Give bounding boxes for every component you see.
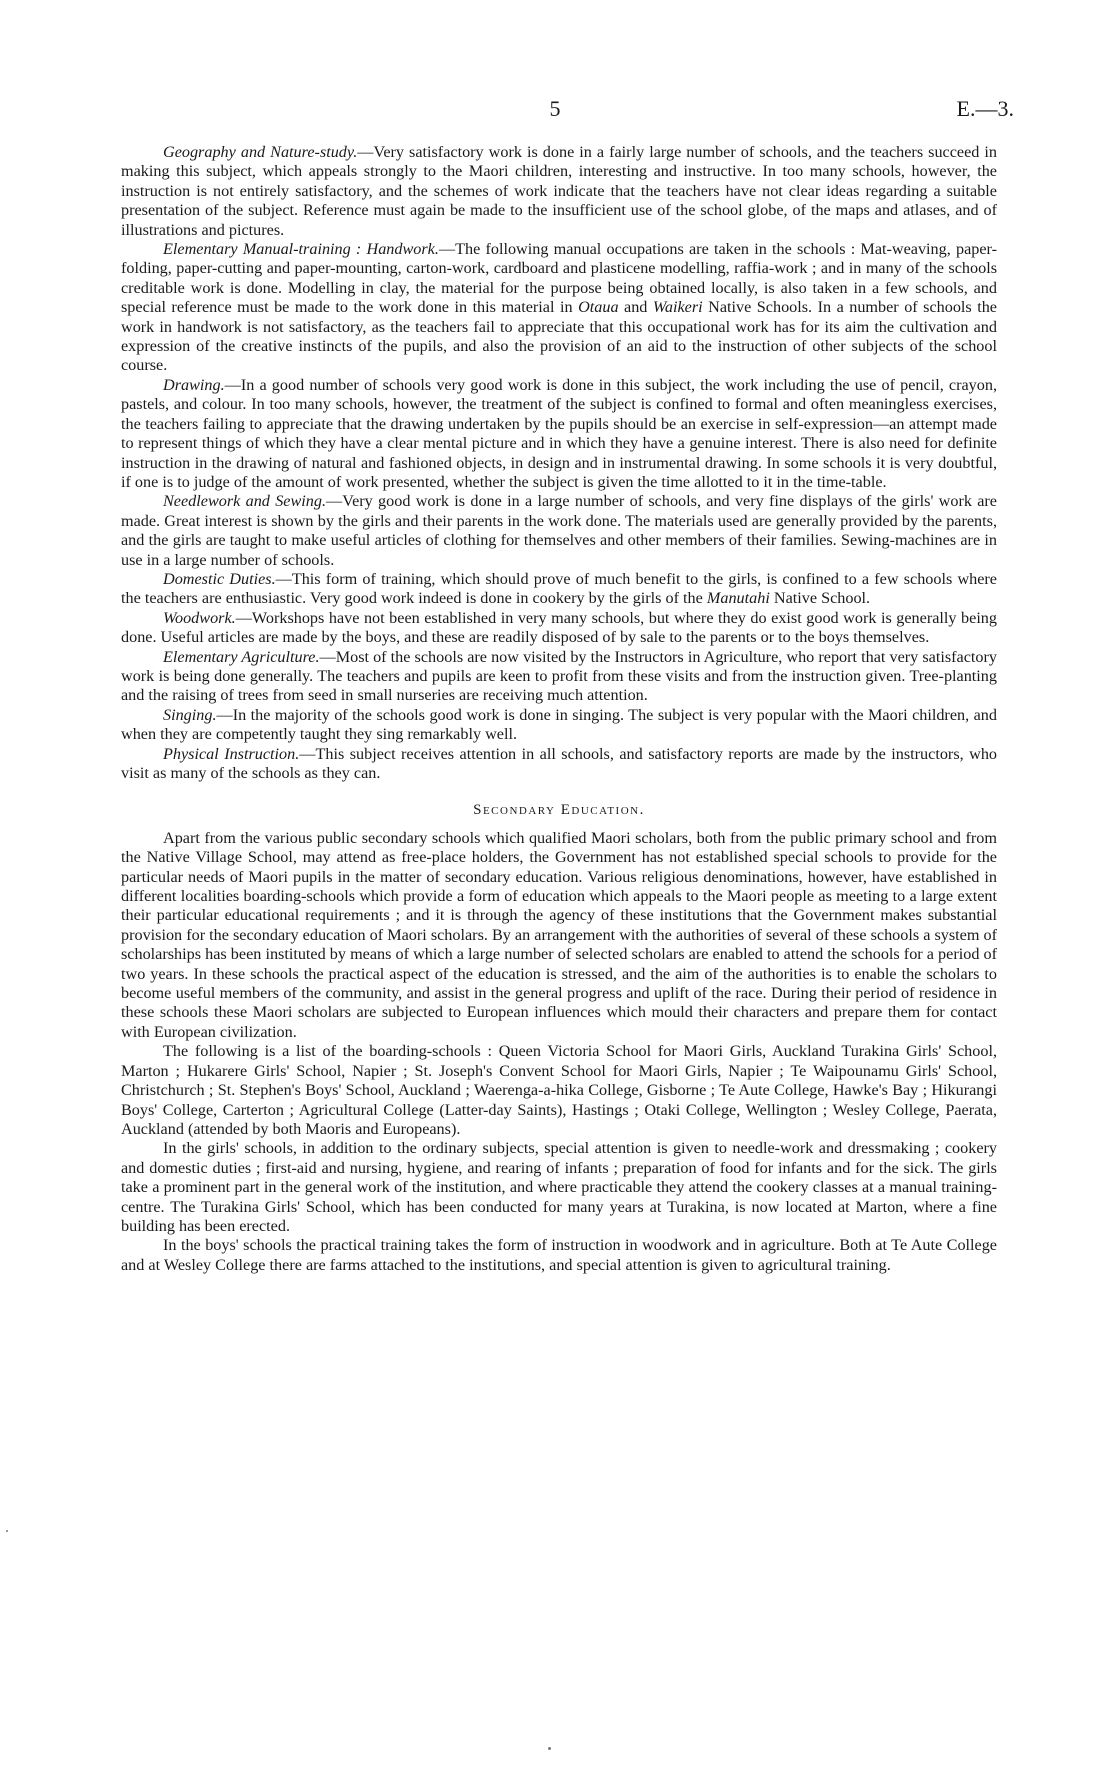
paragraph (121, 1139, 997, 1236)
scan-artifact-dot (548, 1747, 551, 1750)
paragraph-text: —Very good work is done in a large number of schools, and very fine displays of the girls' work are made. Great interest is shown by the girls and their parents in the work done. The materials used are generally provided by the parents, and the girls are taught to make useful articles of clothing for themselves and other members of their families. Sewing-machines are in use in a large number of schools. (121, 492, 997, 569)
paragraph (121, 240, 997, 376)
paragraph-heading: Elementary Manual-training : Handwork. (163, 240, 439, 259)
secondary-education-section (121, 829, 997, 1275)
paragraph-heading: Needlework and Sewing. (163, 492, 326, 511)
paragraph-heading: Domestic Duties. (163, 569, 276, 588)
paragraph-text: In the girls' schools, in addition to the ordinary subjects, special attention is given to needle-work and dressmaking ; cookery and domestic duties ; first-aid and nursing, hygiene, and rearing of infants ; preparation of food for infants and for the sick. The girls take a prominent part in the general work of the institution, and where practicable they attend the cookery classes at a manual training-centre. The Turakina Girls' School, which has been conducted for many years at Turakina, is now located at Marton, where a fine building has been erected. (121, 1139, 997, 1235)
paragraph-text: —In the majority of the schools good work is done in singing. The subject is very popular with the Maori children, and when they are competently taught they sing remarkably well. (121, 705, 997, 744)
section-heading-secondary-education: Secondary Education. (473, 802, 645, 819)
paragraph-text: —Most of the schools are now visited by the Instructors in Agriculture, who report that very satisfactory work is being done generally. The teachers and pupils are keen to profit from these visits and from the instruction given. Tree-planting and the raising of trees from seed in small nurseries are receiving much attention. (121, 647, 997, 705)
paragraph-heading: Woodwork. (163, 608, 236, 627)
paragraph-text: —The following manual occupations are taken in the schools : Mat-weaving, paper-folding, paper-cutting and paper-mounting, carton-work, cardboard and plasticene modelling, raffia-work ; and in many of the schools creditable work is done. Modelling in clay, the material for the purpose being obtained locally, is also taken in a few schools, and special reference must be made to the work done in this material in (121, 240, 998, 317)
paragraph-text: —In a good number of schools very good work is done in this subject, the work including the use of pencil, crayon, pastels, and colour. In too many schools, however, the treatment of the subject is confined to formal and often meaningless exercises, the teachers failing to appreciate that the drawing undertaken by the pupils should be an exercise in self-expression—an attempt made to represent things of which they have a clear mental picture and in which they have a genuine interest. There is also need for definite instruction in the drawing of natural and fashioned objects, in design and in instrumental drawing. In some schools it is very doubtful, if one is to judge of the amount of work presented, whether the subject is given the time allotted to it in the time-table. (121, 375, 997, 491)
paragraph-text: Apart from the various public secondary schools which qualified Maori scholars, both from the public primary school and from the Native Village School, may attend as free-place holders, the Government has not established special schools to provide for the particular needs of Maori pupils in the matter of secondary education. Various religious denominations, however, have established in different localities boarding-schools which provide a form of education which appeals to the Maori people as meeting to a large extent their particular educational requirements ; and it is through the agency of these institutions that the Government makes substantial provision for the secondary education of Maori scholars. By an arrangement with the authorities of several of these schools a system of scholarships has been instituted by means of which a large number of selected scholars are enabled to attend the schools for a period of two years. In these schools the practical aspect of the education is stressed, and the aim of the authorities is to enable the scholars to become useful members of the community, and assist in the general progress and uplift of the race. During their period of residence in these schools these Maori scholars are subjected to European influences which mould their characters and prepare them for contact with European civilization. (121, 828, 997, 1041)
document-reference: E.—3. (956, 96, 1014, 121)
paragraph-heading: Physical Instruction. (163, 744, 300, 763)
paragraph (121, 1042, 997, 1139)
paragraph-text: —This form of training, which should prove of much benefit to the girls, is confined to a few schools where the teachers are enthusiastic. Very good work indeed is done in cookery by the girls of the (121, 569, 997, 608)
paragraph (121, 492, 997, 570)
italic-place-name: Waikeri (652, 298, 703, 317)
paragraph-heading: Geography and Nature-study. (163, 143, 358, 161)
scan-artifact-dot (6, 1530, 8, 1532)
paragraph (121, 1236, 997, 1275)
paragraph-text: The following is a list of the boarding-schools : Queen Victoria School for Maori Girls, Auckland Turakina Girls' School, Marton ; Hukarere Girls' School, Napier ; St. Joseph's Convent School for Maori Girls, Napier ; Te Waipounamu Girls' School, Christchurch ; St. Stephen's Boys' School, Auckland ; Waerenga-a-hika College, Gisborne ; Te Aute College, Hawke's Bay ; Hikurangi Boys' College, Carterton ; Agricultural College (Latter-day Saints), Hastings ; Otaki College, Wellington ; Wesley College, Paerata, Auckland (attended by both Maoris and Europeans). (121, 1042, 997, 1138)
paragraph-text: —Workshops have not been established in very many schools, but where they do exist good work is generally being done. Useful articles are made by the boys, and these are readily disposed of by sale to the parents or to the boys themselves. (121, 608, 997, 647)
paragraph (121, 570, 997, 609)
paragraph-text: —Very satisfactory work is done in a fairly large number of schools, and the teachers succeed in making this subject, which appeals strongly to the Maori children, interesting and instructive. In too many schools, however, the instruction is not entirely satisfactory, and the schemes of work indicate that the teachers have not clear ideas regarding a suitable presentation of the subject. Reference must again be made to the insufficient use of the school globe, of the maps and atlases, and of illustrations and pictures. (121, 143, 997, 239)
page-number: 5 (549, 96, 561, 121)
page-body (121, 143, 997, 1275)
paragraph-heading: Singing. (163, 705, 217, 724)
paragraph-text: Native Schools. In a number of schools the work in handwork is not satisfactory, as the teachers fail to appreciate that this occupational work has for its aim the cultivation and expression of the creative instincts of the pupils, and also the provision of an aid to the instruction of other subjects of the school course. (121, 298, 997, 375)
paragraph-text: In the boys' schools the practical training takes the form of instruction in woodwork and in agriculture. Both at Te Aute College and at Wesley College there are farms attached to the institutions, and special attention is given to agricultural training. (121, 1236, 997, 1274)
paragraph-heading: Elementary Agriculture. (163, 647, 320, 666)
italic-place-name: Otaua (578, 298, 619, 317)
paragraph (121, 706, 997, 745)
paragraph (121, 648, 997, 706)
italic-place-name: Manutahi (706, 589, 770, 608)
paragraph (121, 745, 997, 784)
paragraph-text: and (618, 298, 653, 317)
paragraph (121, 829, 997, 1042)
paragraph-text: Native School. (769, 589, 871, 608)
paragraph-text: —This subject receives attention in all schools, and satisfactory reports are made by the instructors, who visit as many of the schools as they can. (121, 744, 998, 782)
primary-education-section (121, 143, 997, 783)
paragraph (121, 143, 997, 240)
paragraph (121, 376, 997, 492)
paragraph (121, 609, 997, 648)
paragraph-heading: Drawing. (163, 375, 225, 394)
